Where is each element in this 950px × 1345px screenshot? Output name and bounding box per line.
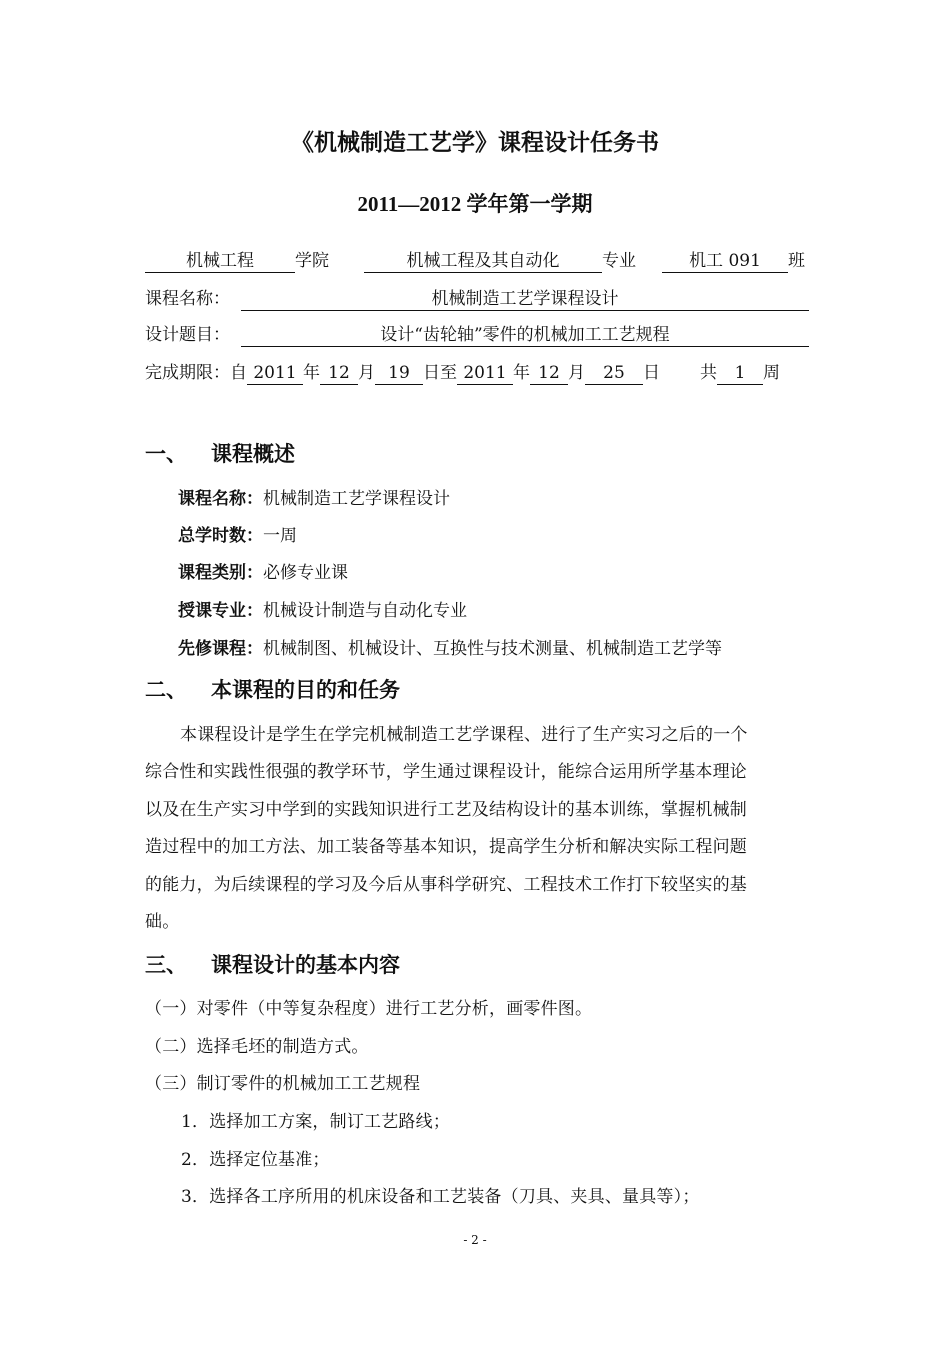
end-month: 12: [530, 362, 568, 385]
section-2-heading: [145, 674, 400, 704]
paragraph-line: 综合性和实践性很强的教学环节，学生通过课程设计，能综合运用所学基本理论: [145, 762, 747, 782]
day-label: 日: [643, 363, 660, 383]
paragraph-line: 以及在生产实习中学到的实践知识进行工艺及结构设计的基本训练，掌握机械制: [145, 800, 747, 820]
overview-item: 总学时数：一周: [178, 526, 297, 546]
major-label: 专业: [602, 251, 636, 271]
topic-value: 设计“齿轮轴”零件的机械加工工艺规程: [241, 324, 809, 347]
info-period-row: [145, 358, 780, 385]
content-subitem: 2．选择定位基准；: [181, 1150, 330, 1170]
info-college-row: [145, 246, 329, 273]
document-title: 《机械制造工艺学》课程设计任务书: [291, 129, 659, 156]
content-item: （二）选择毛坯的制造方式。: [145, 1037, 369, 1057]
term: 2011—2012 学年第一学期: [357, 192, 593, 216]
overview-item: 授课专业：机械设计制造与自动化专业: [178, 601, 467, 621]
overview-item: 课程名称：机械制造工艺学课程设计: [178, 489, 450, 509]
course-value: 机械制造工艺学课程设计: [241, 288, 809, 311]
overview-item: 课程类别：必修专业课: [178, 563, 348, 583]
topic-label: 设计题目：: [145, 325, 230, 345]
paragraph-line: 本课程设计是学生在学完机械制造工艺学课程、进行了生产实习之后的一个: [180, 725, 748, 745]
paragraph-line: 的能力，为后续课程的学习及今后从事科学研究、工程技术工作打下较坚实的基: [145, 875, 747, 895]
content-subitem: 3．选择各工序所用的机床设备和工艺装备（刀具、夹具、量具等）；: [181, 1187, 700, 1207]
college-value: 机械工程: [145, 250, 295, 273]
college-label: 学院: [295, 251, 329, 271]
info-course-row: [145, 284, 809, 311]
end-year: 2011: [457, 362, 513, 385]
start-day: 19: [375, 362, 423, 385]
total-label: 共: [700, 363, 717, 383]
content-item: （三）制订零件的机械加工工艺规程: [145, 1074, 421, 1094]
class-label: 班: [788, 251, 805, 271]
content-subitem: 1．选择加工方案，制订工艺路线；: [181, 1112, 451, 1132]
period-label: 完成期限：自: [145, 363, 247, 383]
info-class-row: [662, 246, 805, 273]
to-label: 日至: [423, 363, 457, 383]
paragraph-line: 造过程中的加工方法、加工装备等基本知识，提高学生分析和解决实际工程问题: [145, 837, 747, 857]
section-1-number: 一、: [145, 442, 187, 466]
start-month: 12: [320, 362, 358, 385]
major-value: 机械工程及其自动化: [364, 250, 602, 273]
month-label: 月: [358, 363, 375, 383]
section-1-title: 课程概述: [211, 442, 295, 466]
info-major-row: [364, 246, 636, 273]
info-topic-row: [145, 320, 809, 347]
start-year: 2011: [247, 362, 303, 385]
section-3-number: 三、: [145, 953, 187, 977]
weeks-value: 1: [717, 362, 763, 385]
paragraph-line: 础。: [145, 912, 180, 932]
week-unit: 周: [763, 363, 780, 383]
course-label: 课程名称：: [145, 289, 230, 309]
section-2-title: 本课程的目的和任务: [211, 678, 400, 702]
end-day: 25: [585, 362, 643, 385]
section-3-title: 课程设计的基本内容: [211, 953, 400, 977]
section-1-heading: [145, 438, 295, 468]
section-2-number: 二、: [145, 678, 187, 702]
class-value: 机工 091: [662, 250, 788, 273]
section-3-heading: [145, 949, 400, 979]
content-item: （一）对零件（中等复杂程度）进行工艺分析，画零件图。: [145, 999, 593, 1019]
overview-item: 先修课程：机械制图、机械设计、互换性与技术测量、机械制造工艺学等: [178, 639, 722, 659]
year-label-2: 年: [513, 363, 530, 383]
year-label: 年: [303, 363, 320, 383]
month-label-2: 月: [568, 363, 585, 383]
page-number: - 2 -: [463, 1233, 487, 1247]
